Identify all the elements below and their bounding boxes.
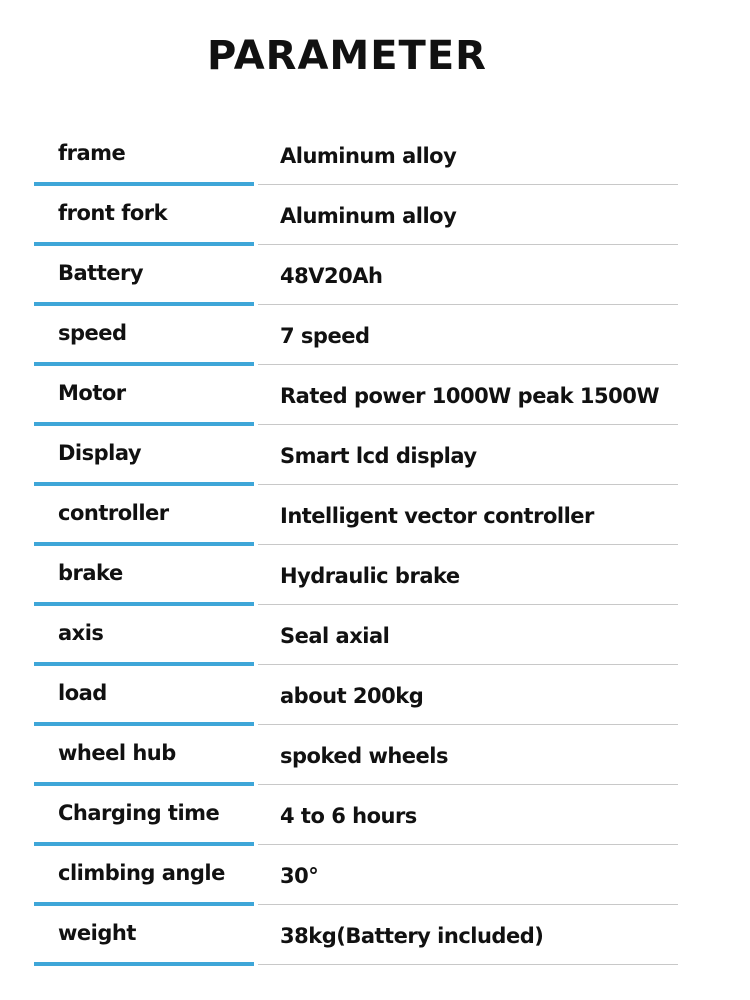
- param-label: speed: [58, 321, 127, 345]
- param-label: front fork: [58, 201, 168, 225]
- param-value: 7 speed: [280, 324, 370, 348]
- value-divider: [258, 184, 678, 185]
- param-value: about 200kg: [280, 684, 424, 708]
- value-divider: [258, 604, 678, 605]
- value-divider: [258, 784, 678, 785]
- value-divider: [258, 244, 678, 245]
- value-divider: [258, 304, 678, 305]
- table-row: [0, 846, 750, 906]
- param-value: 30°: [280, 864, 319, 888]
- param-value: Intelligent vector controller: [280, 504, 594, 528]
- page-title: PARAMETER: [207, 33, 487, 79]
- param-value: spoked wheels: [280, 744, 448, 768]
- table-row: [0, 186, 750, 246]
- param-value: 4 to 6 hours: [280, 804, 417, 828]
- table-row: [0, 126, 750, 186]
- value-divider: [258, 424, 678, 425]
- table-row: [0, 606, 750, 666]
- value-divider: [258, 964, 678, 965]
- table-row: [0, 546, 750, 606]
- value-divider: [258, 484, 678, 485]
- table-row: [0, 786, 750, 846]
- param-value: 48V20Ah: [280, 264, 383, 288]
- param-value: Smart lcd display: [280, 444, 477, 468]
- table-row: [0, 366, 750, 426]
- param-label: axis: [58, 621, 104, 645]
- param-value: 38kg(Battery included): [280, 924, 544, 948]
- param-label: brake: [58, 561, 123, 585]
- param-value: Aluminum alloy: [280, 204, 457, 228]
- param-label: climbing angle: [58, 861, 225, 885]
- value-divider: [258, 544, 678, 545]
- table-row: [0, 486, 750, 546]
- param-label: controller: [58, 501, 169, 525]
- param-value: Rated power 1000W peak 1500W: [280, 384, 659, 408]
- table-row: [0, 426, 750, 486]
- value-divider: [258, 364, 678, 365]
- param-label: load: [58, 681, 107, 705]
- param-label: weight: [58, 921, 136, 945]
- param-label: frame: [58, 141, 126, 165]
- table-row: [0, 666, 750, 726]
- table-row: [0, 306, 750, 366]
- label-divider: [34, 962, 254, 966]
- value-divider: [258, 904, 678, 905]
- value-divider: [258, 664, 678, 665]
- param-label: Display: [58, 441, 142, 465]
- parameter-table: [0, 126, 750, 966]
- param-label: Battery: [58, 261, 144, 285]
- param-value: Aluminum alloy: [280, 144, 457, 168]
- param-value: Seal axial: [280, 624, 390, 648]
- value-divider: [258, 724, 678, 725]
- table-row: [0, 246, 750, 306]
- value-divider: [258, 844, 678, 845]
- table-row: [0, 906, 750, 966]
- param-value: Hydraulic brake: [280, 564, 460, 588]
- param-label: Motor: [58, 381, 126, 405]
- param-label: Charging time: [58, 801, 220, 825]
- param-label: wheel hub: [58, 741, 176, 765]
- table-row: [0, 726, 750, 786]
